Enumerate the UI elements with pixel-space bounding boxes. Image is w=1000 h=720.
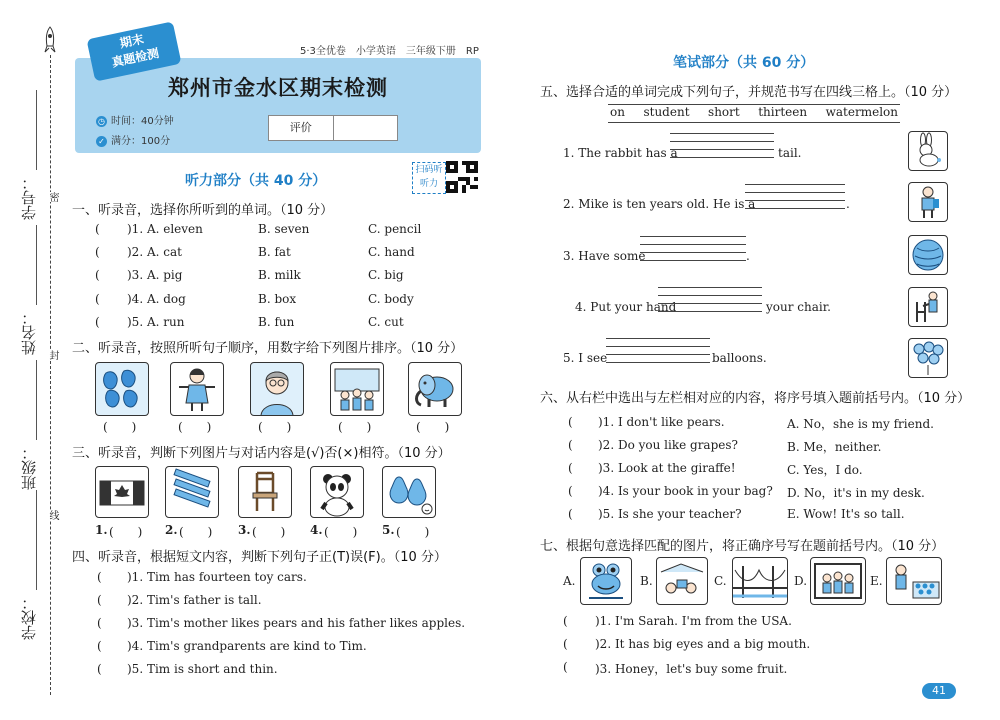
student-number-line[interactable] (36, 90, 37, 170)
four-line-grid[interactable] (606, 338, 710, 366)
evaluation-label: 评价 (269, 116, 334, 140)
judge-number: 4. (310, 523, 323, 537)
judge-answer-bracket[interactable]: ( ) (179, 525, 213, 539)
left-column-item: )4. Is your book in your bag? (598, 484, 773, 498)
judge-answer-bracket[interactable]: ( ) (252, 525, 286, 539)
cut-mark-mi: 密 (47, 192, 58, 202)
answer-bracket[interactable]: ( (568, 461, 573, 475)
market-picture (656, 557, 708, 605)
scan-label (412, 162, 446, 194)
page-title: 郑州市金水区期末检测 (168, 76, 388, 100)
q1-heading: 一、听录音，选择你所听到的单词。（10 分） (72, 203, 334, 218)
q5-heading: 五、选择合适的单词完成下列句子，并规范书写在四线三格上。（10 分） (540, 85, 958, 100)
sentence-end: . (746, 249, 750, 263)
family-photo-picture (810, 557, 866, 605)
sentence-end: . (846, 197, 850, 211)
answer-bracket[interactable]: ( (95, 314, 100, 329)
right-column-item: D. No，it's in my desk. (787, 486, 925, 500)
sentence-end: balloons. (712, 351, 767, 365)
answer-bracket[interactable]: ( (97, 616, 102, 630)
name-line[interactable] (36, 225, 37, 305)
word-short: short (708, 105, 740, 119)
q7-heading: 七、根据句意选择匹配的图片，将正确序号写在题前括号内。（10 分） (540, 539, 945, 554)
answer-bracket[interactable]: ( (563, 660, 568, 674)
answer-bracket[interactable]: ( (568, 507, 573, 521)
q2-heading: 二、听录音，按照所听句子顺序，用数字给下列图片排序。（10 分） (72, 341, 464, 356)
rabbit-picture (908, 131, 948, 171)
fruit-shop-picture (886, 557, 942, 605)
option-c[interactable]: C. hand (368, 245, 415, 260)
option-c[interactable]: C. big (368, 268, 404, 283)
left-column-item: )1. I don't like pears. (598, 415, 725, 429)
cut-mark-xian: 线 (47, 510, 58, 520)
cut-mark-feng: 封 (47, 350, 58, 360)
balloons-picture (908, 338, 948, 378)
judge-number: 5. (382, 523, 395, 537)
answer-bracket[interactable]: ( (97, 593, 102, 607)
listening-section-title: 听力部分（共 40 分） (185, 173, 327, 189)
strawberries-picture (95, 362, 149, 416)
match-sentence: )3. Honey，let's buy some fruit. (595, 662, 788, 676)
left-column-item: )2. Do you like grapes? (598, 438, 738, 452)
judge-number: 2. (165, 523, 178, 537)
answer-bracket[interactable]: ( (97, 639, 102, 653)
judge-answer-bracket[interactable]: ( ) (324, 525, 358, 539)
left-column-item: )3. Look at the giraffe! (598, 461, 736, 475)
sentence-end: tail. (778, 146, 802, 160)
sentence-start: 2. Mike is ten years old. He is a (563, 197, 756, 211)
right-column-item: A. No，she is my friend. (787, 417, 934, 431)
name-label: 姓名： (20, 310, 38, 355)
student-number-label: 学号： (20, 175, 38, 220)
answer-bracket[interactable]: ( (568, 484, 573, 498)
option-c[interactable]: C. body (368, 291, 414, 306)
score-text: 满分：100分 (111, 136, 171, 147)
answer-bracket[interactable]: ( (95, 245, 100, 260)
school-line[interactable] (36, 490, 37, 590)
order-answer-bracket[interactable]: ( ) (178, 420, 212, 434)
statement: )1. Tim has fourteen toy cars. (127, 570, 307, 584)
clock-icon: ◷ (96, 116, 107, 127)
sentence-start: 1. The rabbit has a (563, 146, 678, 160)
grandma-picture (250, 362, 304, 416)
judge-number: 1. (95, 523, 108, 537)
four-line-grid[interactable] (640, 236, 746, 264)
school-label: 学校： (20, 595, 38, 640)
order-answer-bracket[interactable]: ( ) (103, 420, 137, 434)
option-b[interactable]: B. fun (258, 314, 295, 329)
option-b[interactable]: B. seven (258, 222, 310, 236)
series-info: 5·3全优卷 小学英语 三年级下册 RP (300, 46, 479, 57)
option-a[interactable]: )2. A. cat (127, 245, 182, 260)
sentence-start: 5. I see (563, 351, 608, 365)
answer-bracket[interactable]: ( (563, 637, 568, 651)
word-student: student (643, 105, 690, 119)
option-a[interactable]: )5. A. run (127, 314, 185, 329)
option-d-label: D. (794, 574, 808, 588)
left-column-item: )5. Is she your teacher? (598, 507, 742, 521)
order-answer-bracket[interactable]: ( ) (338, 420, 372, 434)
option-c-label: C. (714, 574, 727, 588)
score-info (96, 132, 170, 147)
option-a-label: A. (563, 574, 576, 588)
badge-line-1: 期末 (118, 31, 146, 51)
right-column-item: B. Me，neither. (787, 440, 882, 454)
option-b[interactable]: B. box (258, 291, 297, 306)
page-number: 41 (922, 683, 956, 699)
word-watermelon: watermelon (825, 105, 898, 119)
elephant-picture (408, 362, 462, 416)
answer-bracket[interactable]: ( (568, 415, 573, 429)
option-a[interactable]: )1. A. eleven (127, 222, 203, 236)
qr-code-icon[interactable] (446, 161, 478, 193)
statement: )2. Tim's father is tall. (127, 593, 262, 607)
judge-answer-bracket[interactable]: ( ) (109, 525, 143, 539)
panda-picture (310, 466, 364, 518)
check-icon: ✓ (96, 136, 107, 147)
q4-heading: 四、听录音，根据短文内容，判断下列句子正(T)误(F)。（10 分） (72, 550, 447, 565)
answer-bracket[interactable]: ( (563, 614, 568, 628)
judge-answer-bracket[interactable]: ( ) (396, 525, 430, 539)
frog-picture (580, 557, 632, 605)
word-bank (608, 104, 900, 123)
rulers-picture (165, 466, 219, 518)
hand-on-chair-picture (908, 287, 948, 327)
option-b[interactable]: B. milk (258, 268, 301, 283)
evaluation-field[interactable] (334, 116, 398, 140)
boy-picture (908, 182, 948, 222)
option-a[interactable]: )4. A. dog (127, 291, 186, 306)
badge-line-2: 真题检测 (110, 46, 161, 70)
sentence-start: 4. Put your hand (575, 300, 677, 314)
answer-bracket[interactable]: ( (97, 662, 102, 676)
answer-bracket[interactable]: ( (97, 570, 102, 584)
four-line-grid[interactable] (670, 133, 774, 161)
time-info (96, 112, 174, 127)
statement: )4. Tim's grandparents are kind to Tim. (127, 639, 367, 653)
binding-dashed-line (50, 55, 51, 695)
canada-flag-picture (95, 466, 149, 518)
right-column-item: C. Yes，I do. (787, 463, 863, 477)
answer-bracket[interactable]: ( (95, 222, 100, 236)
option-b[interactable]: B. fat (258, 245, 291, 260)
word-on: on (610, 105, 625, 119)
watermelon-picture (908, 235, 948, 275)
option-a[interactable]: )3. A. pig (127, 268, 183, 283)
class-line[interactable] (36, 360, 37, 440)
statement: )3. Tim's mother likes pears and his father likes apples. (127, 616, 466, 630)
evaluation-box (268, 115, 398, 141)
rocket-icon (44, 26, 56, 54)
right-column-item: E. Wow! It's so tall. (787, 507, 905, 521)
word-thirteen: thirteen (758, 105, 808, 119)
q3-heading: 三、听录音，判断下列图片与对话内容是(√)否(×)相符。（10 分） (72, 446, 451, 461)
bridge-picture (732, 557, 788, 605)
answer-bracket[interactable]: ( (95, 268, 100, 283)
match-sentence: )1. I'm Sarah. I'm from the USA. (595, 614, 792, 628)
chair-picture (238, 466, 292, 518)
four-line-grid[interactable] (658, 287, 762, 315)
order-answer-bracket[interactable]: ( ) (258, 420, 292, 434)
statement: )5. Tim is short and thin. (127, 662, 278, 676)
family-picture (330, 362, 384, 416)
sentence-start: 3. Have some (563, 249, 646, 263)
option-e-label: E. (870, 574, 883, 588)
sentence-end: your chair. (766, 300, 831, 314)
q6-heading: 六、从右栏中选出与左栏相对应的内容，将序号填入题前括号内。（10 分） (540, 391, 971, 406)
class-label: 班级： (20, 445, 38, 490)
four-line-grid[interactable] (745, 184, 845, 212)
answer-bracket[interactable]: ( (95, 291, 100, 306)
pears-picture (382, 466, 436, 518)
time-text: 时间：40分钟 (111, 116, 174, 127)
answer-bracket[interactable]: ( (568, 438, 573, 452)
option-c[interactable]: C. pencil (368, 222, 422, 236)
girl-picture (170, 362, 224, 416)
scan-text: 扫码听听力 (415, 165, 443, 189)
option-c[interactable]: C. cut (368, 314, 404, 329)
written-section-title: 笔试部分（共 60 分） (673, 55, 815, 71)
match-sentence: )2. It has big eyes and a big mouth. (595, 637, 811, 651)
option-b-label: B. (640, 574, 653, 588)
judge-number: 3. (238, 523, 251, 537)
order-answer-bracket[interactable]: ( ) (416, 420, 450, 434)
